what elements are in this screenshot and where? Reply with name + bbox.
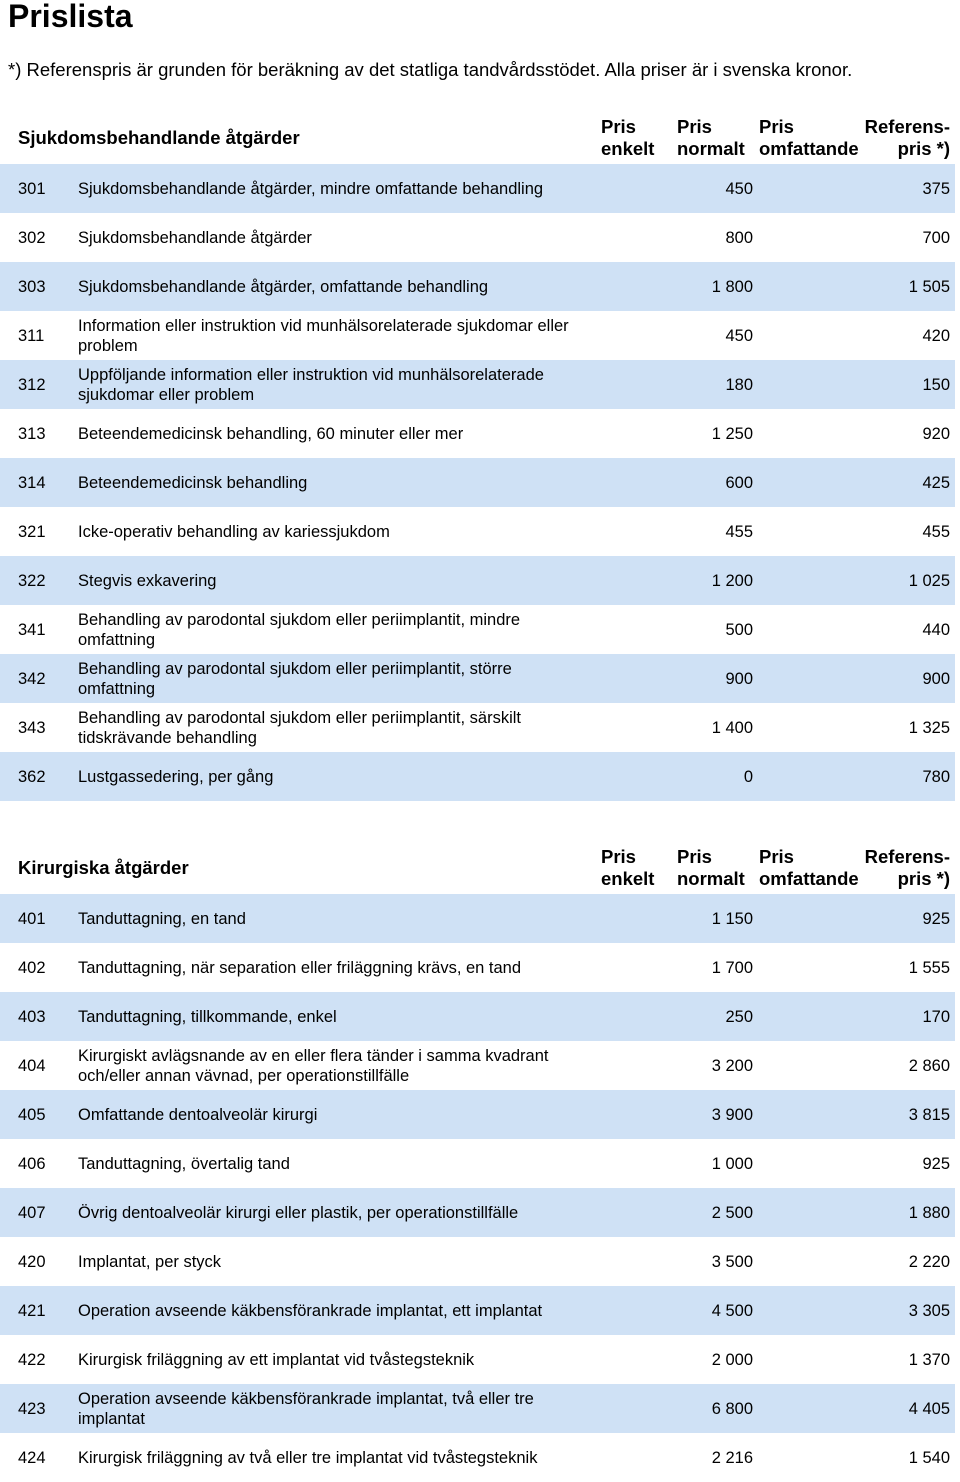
treatment-code: 322: [18, 571, 46, 590]
table-row: [0, 1433, 955, 1482]
price-normalt: 3 500: [711, 1252, 753, 1271]
table-row: [0, 311, 955, 360]
treatment-description: Uppföljande information eller instruktion vid munhälsorelaterade sjukdomar eller problem: [78, 365, 544, 404]
price-normalt: 2 000: [711, 1350, 753, 1369]
column-header-line: enkelt: [601, 138, 655, 159]
treatment-code: 313: [18, 424, 46, 443]
treatment-description: Övrig dentoalveolär kirurgi eller plastik, per operationstillfälle: [78, 1203, 519, 1222]
table-row: [0, 703, 955, 752]
price-normalt: 3 200: [711, 1056, 753, 1075]
table-row: [0, 605, 955, 654]
table-row: [0, 556, 955, 605]
table-row: [0, 262, 955, 311]
reference-price: 170: [922, 1007, 950, 1026]
treatment-description: Tanduttagning, när separation eller friläggning krävs, en tand: [78, 958, 522, 977]
reference-price: 440: [922, 620, 950, 639]
price-normalt: 1 250: [711, 424, 753, 443]
reference-price: 4 405: [908, 1399, 950, 1418]
table-row: [0, 752, 955, 801]
treatment-code: 311: [18, 326, 45, 345]
section-title: Sjukdomsbehandlande åtgärder: [18, 127, 300, 148]
price-normalt: 6 800: [711, 1399, 753, 1418]
treatment-description: Lustgassedering, per gång: [78, 767, 274, 786]
price-normalt: 0: [743, 767, 753, 786]
treatment-description: Tanduttagning, en tand: [78, 909, 246, 928]
treatment-description: Behandling av parodontal sjukdom eller periimplantit, mindre omfattning: [78, 610, 521, 649]
price-normalt: 1 700: [711, 958, 753, 977]
price-normalt: 4 500: [711, 1301, 753, 1320]
reference-price-note: *) Referenspris är grunden för beräkning av det statliga tandvårdsstödet. Alla priser är i svenska kronor.: [8, 59, 853, 80]
treatment-code: 407: [18, 1203, 46, 1222]
column-header-line: Referens-: [864, 116, 950, 137]
column-header-omfattande: [759, 846, 859, 890]
table-row: [0, 360, 955, 409]
treatment-description: Sjukdomsbehandlande åtgärder, mindre omfattande behandling: [78, 179, 544, 198]
column-header-referens: [865, 116, 950, 160]
price-normalt: 450: [725, 179, 753, 198]
price-normalt: 2 500: [711, 1203, 753, 1222]
treatment-code: 423: [18, 1399, 46, 1418]
price-section: [0, 846, 960, 1482]
price-normalt: 1 800: [711, 277, 753, 296]
table-row: [0, 894, 955, 943]
reference-price: 1 325: [908, 718, 950, 737]
reference-price: 1 505: [908, 277, 950, 296]
table-row: [0, 1286, 955, 1335]
table-row: [0, 1041, 955, 1090]
column-header-line: Referens-: [864, 846, 950, 867]
price-section: [0, 116, 960, 801]
price-normalt: 1 150: [711, 909, 753, 928]
price-normalt: 1 000: [711, 1154, 753, 1173]
price-normalt: 450: [725, 326, 753, 345]
treatment-code: 312: [18, 375, 46, 394]
treatment-description: Kirurgisk friläggning av två eller tre implantat vid tvåstegsteknik: [78, 1448, 538, 1467]
treatment-code: 321: [18, 522, 46, 541]
table-row: [0, 1188, 955, 1237]
treatment-code: 301: [18, 179, 46, 198]
treatment-code: 403: [18, 1007, 46, 1026]
section-header: [0, 846, 960, 894]
section-header: [0, 116, 960, 164]
reference-price: 1 555: [908, 958, 950, 977]
treatment-description: Sjukdomsbehandlande åtgärder: [78, 228, 312, 247]
page-title: Prislista: [8, 0, 133, 34]
treatment-description: Omfattande dentoalveolär kirurgi: [78, 1105, 318, 1124]
table-row: [0, 1139, 955, 1188]
column-header-line: Pris: [601, 846, 636, 867]
treatment-code: 421: [18, 1301, 46, 1320]
price-normalt: 1 400: [711, 718, 753, 737]
reference-price: 375: [922, 179, 950, 198]
price-normalt: 455: [725, 522, 753, 541]
reference-price: 780: [922, 767, 950, 786]
reference-price: 900: [922, 669, 950, 688]
reference-price: 925: [922, 909, 950, 928]
table-row: [0, 164, 955, 213]
reference-price: 1 540: [908, 1448, 950, 1467]
table-row: [0, 1384, 955, 1433]
column-header-line: pris *): [897, 868, 950, 889]
treatment-code: 302: [18, 228, 46, 247]
price-normalt: 1 200: [711, 571, 753, 590]
section-title: Kirurgiska åtgärder: [18, 857, 189, 878]
reference-price: 2 860: [908, 1056, 950, 1075]
treatment-description: Icke-operativ behandling av kariessjukdom: [78, 522, 390, 541]
price-normalt: 3 900: [711, 1105, 753, 1124]
column-header-enkelt: [601, 116, 654, 160]
column-header-omfattande: [759, 116, 859, 160]
treatment-code: 341: [18, 620, 46, 639]
column-header-enkelt: [601, 846, 654, 890]
table-row: [0, 992, 955, 1041]
treatment-description: Kirurgiskt avlägsnande av en eller flera tänder i samma kvadrant och/eller annan vävnad, per operationstillfälle: [78, 1046, 549, 1085]
column-header-normalt: [677, 846, 745, 890]
treatment-code: 401: [18, 909, 46, 928]
reference-price: 925: [922, 1154, 950, 1173]
column-header-line: Pris: [677, 116, 712, 137]
treatment-code: 402: [18, 958, 46, 977]
table-row: [0, 213, 955, 262]
treatment-code: 422: [18, 1350, 46, 1369]
table-row: [0, 507, 955, 556]
treatment-description: Information eller instruktion vid munhälsorelaterade sjukdomar eller problem: [78, 316, 569, 355]
column-header-line: Pris: [677, 846, 712, 867]
treatment-description: Behandling av parodontal sjukdom eller periimplantit, större omfattning: [78, 659, 512, 698]
treatment-description: Sjukdomsbehandlande åtgärder, omfattande behandling: [78, 277, 489, 296]
table-row: [0, 1090, 955, 1139]
treatment-code: 303: [18, 277, 46, 296]
treatment-description: Operation avseende käkbensförankrade implantat, två eller tre implantat: [78, 1389, 534, 1428]
reference-price: 420: [922, 326, 950, 345]
column-header-normalt: [677, 116, 745, 160]
column-header-line: pris *): [897, 138, 950, 159]
table-row: [0, 1335, 955, 1384]
treatment-description: Stegvis exkavering: [78, 571, 217, 590]
treatment-description: Tanduttagning, tillkommande, enkel: [78, 1007, 337, 1026]
treatment-code: 404: [18, 1056, 46, 1075]
column-header-line: normalt: [677, 138, 745, 159]
price-normalt: 2 216: [711, 1448, 753, 1467]
treatment-code: 405: [18, 1105, 46, 1124]
treatment-description: Implantat, per styck: [78, 1252, 222, 1271]
treatment-code: 314: [18, 473, 46, 492]
reference-price: 455: [922, 522, 950, 541]
reference-price: 1 880: [908, 1203, 950, 1222]
price-normalt: 250: [725, 1007, 753, 1026]
reference-price: 425: [922, 473, 950, 492]
price-normalt: 500: [725, 620, 753, 639]
column-header-line: normalt: [677, 868, 745, 889]
table-row: [0, 654, 955, 703]
treatment-code: 420: [18, 1252, 46, 1271]
treatment-description: Beteendemedicinsk behandling, 60 minuter eller mer: [78, 424, 464, 443]
treatment-description: Kirurgisk friläggning av ett implantat vid tvåstegsteknik: [78, 1350, 475, 1369]
treatment-code: 343: [18, 718, 46, 737]
column-header-line: Pris: [601, 116, 636, 137]
reference-price: 3 305: [908, 1301, 950, 1320]
table-row: [0, 943, 955, 992]
column-header-line: Pris: [759, 116, 794, 137]
reference-price: 1 370: [908, 1350, 950, 1369]
column-header-line: omfattande: [759, 868, 859, 889]
price-normalt: 600: [725, 473, 753, 492]
price-normalt: 800: [725, 228, 753, 247]
reference-price: 700: [922, 228, 950, 247]
column-header-line: Pris: [759, 846, 794, 867]
treatment-code: 424: [18, 1448, 46, 1467]
treatment-code: 406: [18, 1154, 46, 1173]
reference-price: 1 025: [908, 571, 950, 590]
treatment-description: Beteendemedicinsk behandling: [78, 473, 308, 492]
treatment-code: 362: [18, 767, 46, 786]
treatment-code: 342: [18, 669, 46, 688]
treatment-description: Operation avseende käkbensförankrade implantat, ett implantat: [78, 1301, 543, 1320]
table-row: [0, 1237, 955, 1286]
column-header-referens: [865, 846, 950, 890]
treatment-description: Behandling av parodontal sjukdom eller periimplantit, särskilt tidskrävande behandling: [78, 708, 521, 747]
table-row: [0, 458, 955, 507]
table-row: [0, 409, 955, 458]
price-normalt: 180: [725, 375, 753, 394]
reference-price: 2 220: [908, 1252, 950, 1271]
reference-price: 150: [922, 375, 950, 394]
reference-price: 920: [922, 424, 950, 443]
column-header-line: omfattande: [759, 138, 859, 159]
treatment-description: Tanduttagning, övertalig tand: [78, 1154, 290, 1173]
column-header-line: enkelt: [601, 868, 655, 889]
reference-price: 3 815: [908, 1105, 950, 1124]
price-normalt: 900: [725, 669, 753, 688]
